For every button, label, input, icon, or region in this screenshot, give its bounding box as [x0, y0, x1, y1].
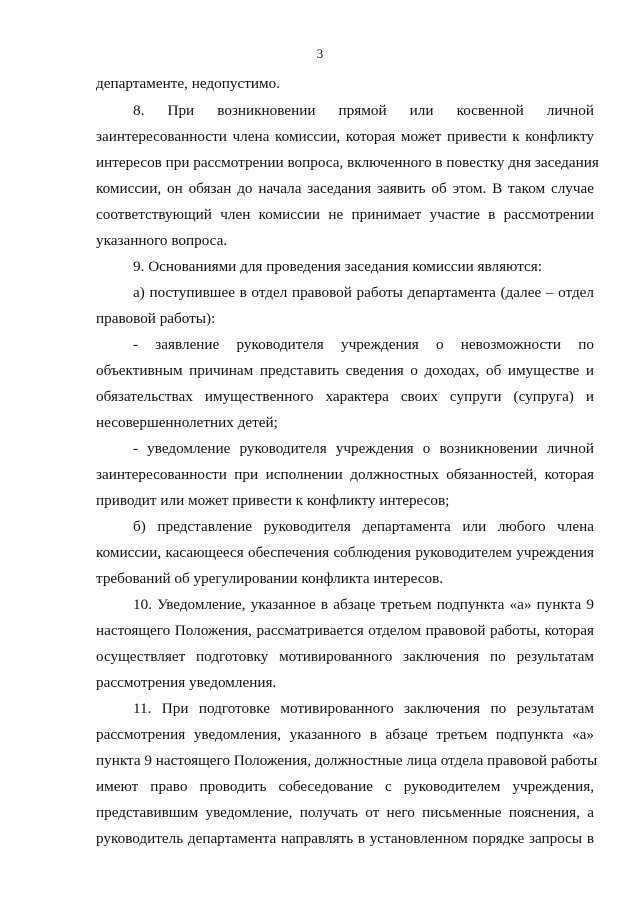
text-line: 8. При возникновении прямой или косвенной личной: [133, 102, 594, 119]
text-line: департаменте, недопустимо.: [96, 75, 280, 92]
text-line: осуществляет подготовку мотивированного заключения по результатам: [96, 648, 594, 665]
text-line: интересов при рассмотрении вопроса, включенного в повестку дня заседания: [96, 154, 599, 171]
text-line: правовой работы):: [96, 310, 216, 327]
text-line: комиссии, касающееся обеспечения соблюдения руководителем учреждения: [96, 544, 594, 561]
text-line: а) поступившее в отдел правовой работы департамента (далее – отдел: [133, 284, 594, 301]
text-line: требований об урегулировании конфликта интересов.: [96, 570, 444, 587]
text-line: настоящего Положения, рассматривается отделом правовой работы, которая: [96, 622, 594, 639]
text-line: - уведомление руководителя учреждения о возникновении личной: [133, 440, 594, 457]
text-line: 11. При подготовке мотивированного заключения по результатам: [133, 700, 594, 717]
text-line: приводит или может привести к конфликту интересов;: [96, 492, 450, 509]
text-line: соответствующий член комиссии не принимает участие в рассмотрении: [96, 206, 594, 223]
text-line: рассмотрения уведомления.: [96, 674, 277, 691]
text-line: 9. Основаниями для проведения заседания комиссии являются:: [133, 258, 542, 275]
page-number: 3: [316, 46, 324, 61]
text-line: указанного вопроса.: [96, 232, 228, 249]
text-line: пункта 9 настоящего Положения, должностные лица отдела правовой работы: [96, 752, 598, 769]
text-line: заинтересованности члена комиссии, которая может привести к конфликту: [96, 128, 594, 145]
text-line: рассмотрения уведомления, указанного в абзаце третьем подпункта «а»: [96, 726, 594, 743]
text-line: представившим уведомление, получать от него письменные пояснения, а: [96, 804, 594, 821]
text-line: несовершеннолетних детей;: [96, 414, 278, 431]
text-line: руководитель департамента направлять в установленном порядке запросы в: [96, 830, 594, 847]
text-line: заинтересованности при исполнении должностных обязанностей, которая: [96, 466, 594, 483]
text-line: обязательствах имущественного характера своих супруги (супруга) и: [96, 388, 594, 405]
text-line: 10. Уведомление, указанное в абзаце третьем подпункта «а» пункта 9: [133, 596, 594, 613]
text-line: комиссии, он обязан до начала заседания заявить об этом. В таком случае: [96, 180, 594, 197]
text-line: имеют право проводить собеседование с руководителем учреждения,: [96, 778, 594, 795]
text-line: - заявление руководителя учреждения о невозможности по: [133, 336, 594, 353]
text-line: б) представление руководителя департамента или любого члена: [133, 518, 594, 535]
text-line: объективным причинам представить сведения о доходах, об имуществе и: [96, 362, 594, 379]
